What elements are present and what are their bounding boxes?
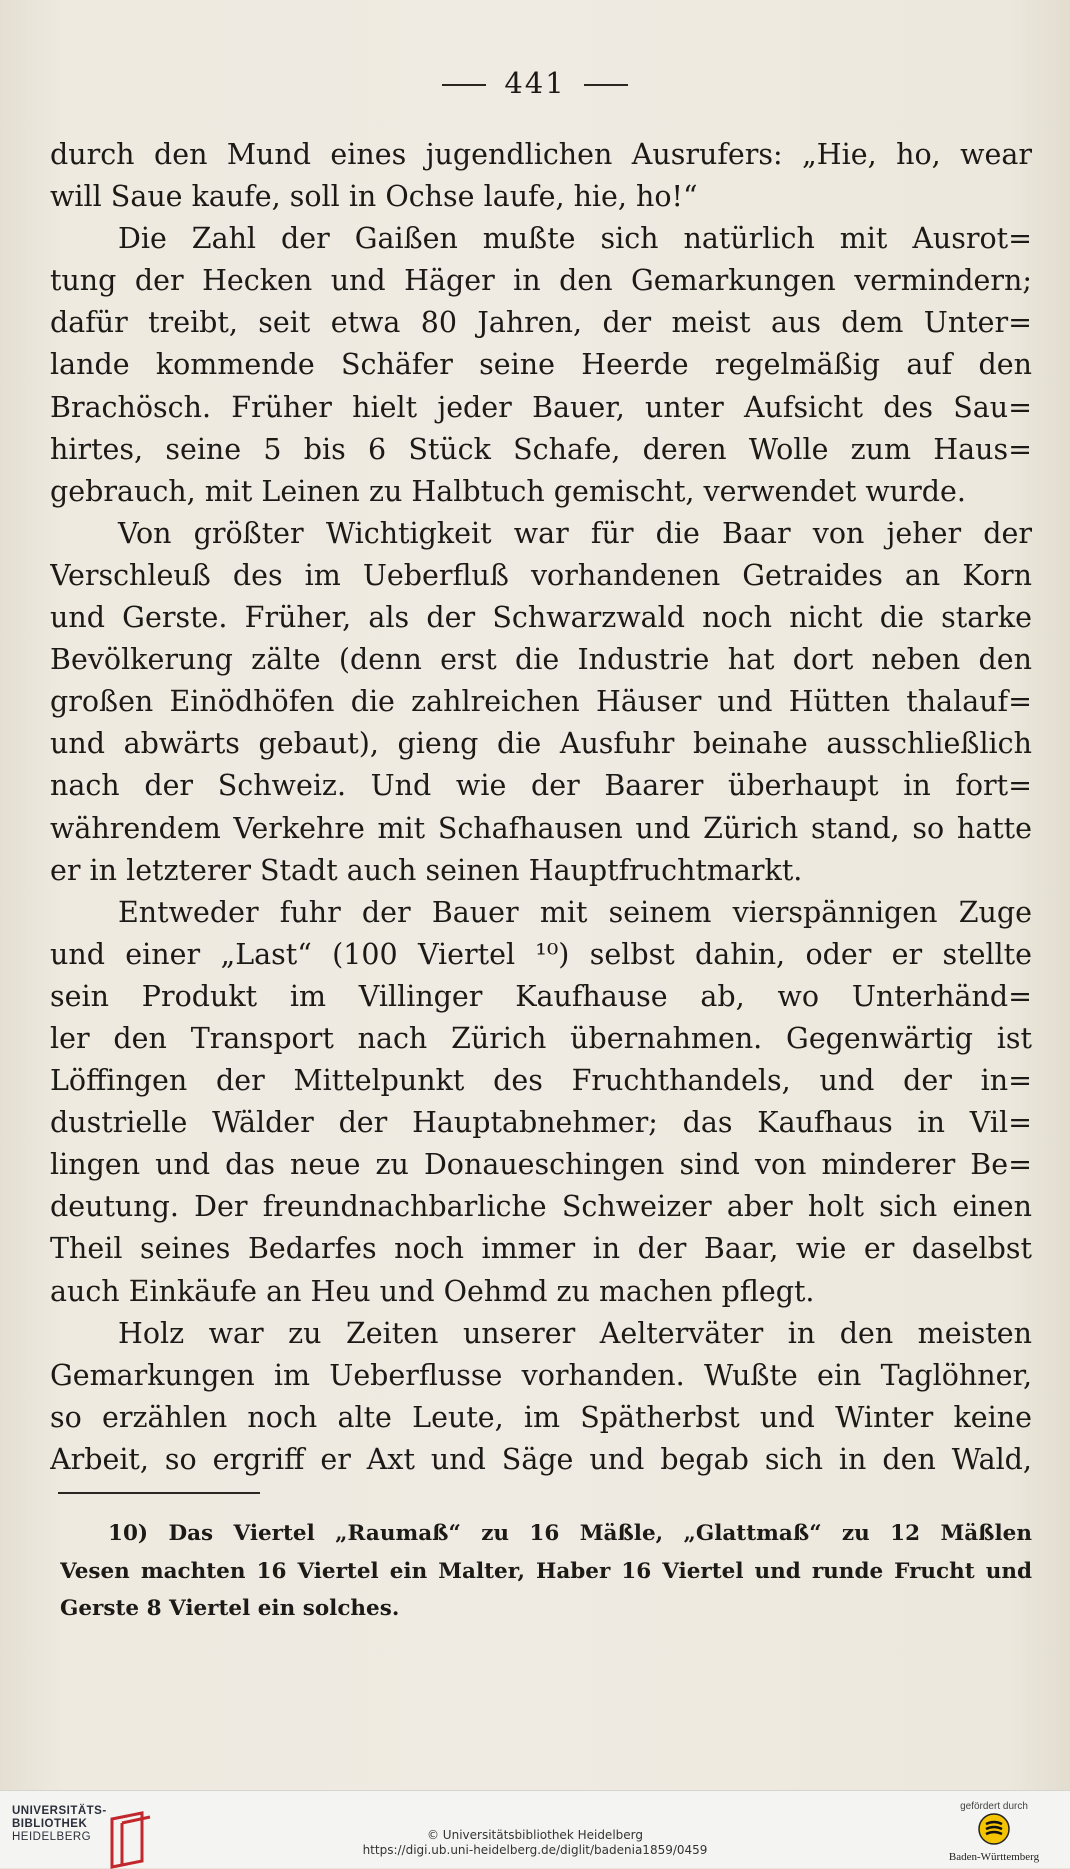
text-line: Arbeit, so ergriff er Axt und Säge und begab sich in den Wald, (50, 1442, 1032, 1476)
text-line: ler den Transport nach Zürich übernahmen. Gegenwärtig ist (50, 1021, 1032, 1055)
text-line: er in letzterer Stadt auch seinen Hauptfruchtmarkt. (50, 853, 803, 887)
footnote-rule (58, 1492, 260, 1494)
page-number-dash-left (442, 84, 486, 86)
text-line: Verschleuß des im Ueberfluß vorhandenen Getraides an Korn (50, 558, 1032, 592)
text-line: nach der Schweiz. Und wie der Baarer überhaupt in fort= (50, 769, 1032, 803)
library-name-line: BIBLIOTHEK (12, 1818, 88, 1830)
text-line: tung der Hecken und Häger in den Gemarkungen vermindern; (50, 264, 1032, 298)
page-number-value: 441 (504, 66, 566, 100)
library-city: HEIDELBERG (12, 1831, 92, 1843)
footnote-line: 10) Das Viertel „Raumaß“ zu 16 Mäßle, „Glattmaß“ zu 12 Mäßlen (108, 1521, 1032, 1546)
text-line: Brachösch. Früher hielt jeder Bauer, unter Aufsicht des Sau= (50, 390, 1032, 424)
text-line: Entweder fuhr der Bauer mit seinem vierspännigen Zuge (118, 895, 1032, 929)
text-line: sein Produkt im Villinger Kaufhause ab, wo Unterhänd= (50, 979, 1032, 1013)
text-line: und einer „Last“ (100 Viertel ¹⁰) selbst dahin, oder er stellte (50, 937, 1032, 971)
text-line: auch Einkäufe an Heu und Oehmd zu machen pflegt. (50, 1274, 815, 1308)
text-line: will Saue kaufe, soll in Ochse laufe, hie, ho!“ (50, 180, 698, 214)
body-text (50, 134, 1032, 1481)
page-number (0, 66, 1070, 100)
text-line: großen Einödhöfen die zahlreichen Häuser und Hütten thalauf= (50, 685, 1032, 719)
text-line: dafür treibt, seit etwa 80 Jahren, der meist aus dem Unter= (50, 306, 1032, 340)
text-line: währendem Verkehre mit Schafhausen und Zürich stand, so hatte (50, 811, 1032, 845)
text-line: und abwärts gebaut), gieng die Ausfuhr beinahe ausschließlich (50, 727, 1032, 761)
library-name-line: UNIVERSITÄTS- (12, 1805, 107, 1817)
viewer-footer (0, 1790, 1070, 1868)
footnote-line: Gerste 8 Viertel ein solches. (60, 1596, 400, 1621)
sponsor-caption: gefördert durch (960, 1801, 1028, 1812)
text-line: lande kommende Schäfer seine Heerde regelmäßig auf den (50, 348, 1032, 382)
text-line: Löffingen der Mittelpunkt des Fruchthandels, und der in= (50, 1064, 1032, 1098)
text-line: durch den Mund eines jugendlichen Ausrufers: „Hie, ho, wear (50, 138, 1032, 171)
text-line: Holz war zu Zeiten unserer Aelterväter in den meisten (118, 1316, 1032, 1350)
text-line: gebrauch, mit Leinen zu Halbtuch gemischt, verwendet wurde. (50, 474, 966, 508)
state-coat-of-arms-icon (977, 1812, 1011, 1846)
text-line: und Gerste. Früher, als der Schwarzwald noch nicht die starke (50, 601, 1032, 635)
text-line: Gemarkungen im Ueberflusse vorhanden. Wußte ein Taglöhner, (50, 1358, 1032, 1392)
text-line: deutung. Der freundnachbarliche Schweizer aber holt sich einen (50, 1190, 1032, 1224)
text-line: dustrielle Wälder der Hauptabnehmer; das Kaufhaus in Vil= (50, 1106, 1032, 1140)
sponsor-logo[interactable] (934, 1801, 1054, 1863)
copyright-block (0, 1828, 1070, 1858)
text-line: Bevölkerung zälte (denn erst die Industrie hat dort neben den (50, 643, 1032, 677)
footnote (60, 1515, 1032, 1628)
text-line: hirtes, seine 5 bis 6 Stück Schafe, deren Wolle zum Haus= (50, 432, 1032, 466)
copyright-text: © Universitätsbibliothek Heidelberg (426, 1828, 643, 1842)
permalink-url[interactable]: https://digi.ub.uni-heidelberg.de/diglit/badenia1859/0459 (362, 1843, 708, 1857)
page-number-dash-right (584, 84, 628, 86)
sponsor-name: Baden-Württemberg (948, 1851, 1040, 1863)
footnote-line: Vesen machten 16 Viertel ein Malter, Haber 16 Viertel und runde Frucht und (60, 1558, 1032, 1584)
text-line: Von größter Wichtigkeit war für die Baar von jeher der (118, 516, 1032, 550)
text-line: lingen und das neue zu Donaueschingen sind von minderer Be= (50, 1148, 1032, 1182)
text-line: Theil seines Bedarfes noch immer in der Baar, wie er daselbst (50, 1232, 1032, 1266)
text-line: so erzählen noch alte Leute, im Spätherbst und Winter keine (50, 1400, 1032, 1434)
text-line: Die Zahl der Gaißen mußte sich natürlich mit Ausrot= (118, 222, 1032, 256)
